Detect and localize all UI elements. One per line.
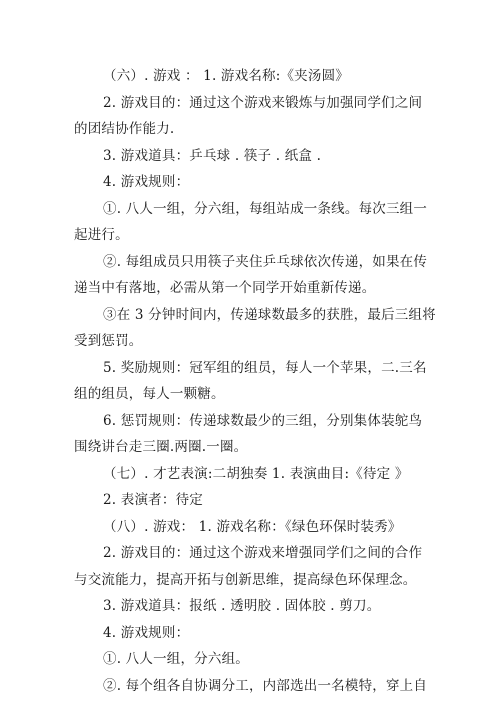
text-line-16: （七）. 才艺表演:二胡独奏 1. 表演曲目:《待定 》: [103, 465, 409, 482]
text-line-17: 2. 表演者：待定: [103, 492, 203, 508]
text-line-22: 4. 游戏规则：: [103, 624, 190, 641]
text-line-23: ①. 八人一组，分六组。: [103, 651, 249, 667]
text-line-13: 组的组员，每人一颗糖。: [74, 386, 225, 402]
text-line-05: 4. 游戏规则：: [103, 174, 190, 190]
text-line-24: ②. 每个组各自协调分工，内部选出一名模特，穿上自: [103, 677, 428, 694]
text-line-20: 与交流能力，提高开拓与创新思维，提高绿色环保理念。: [74, 571, 417, 588]
text-line-07: 起进行。: [74, 227, 129, 243]
text-line-09: 递当中有落地，必需从第一个同学开始重新传递。: [74, 280, 376, 296]
text-line-14: 6. 惩罚规则：传递球数最少的三组，分别集体装鸵鸟: [103, 412, 423, 429]
text-line-18: （八）. 游戏： 1. 游戏名称：《绿色环保时装秀》: [103, 518, 402, 535]
text-line-19: 2. 游戏目的：通过这个游戏来增强同学们之间的合作: [103, 545, 423, 561]
text-line-11: 受到惩罚。: [74, 333, 143, 349]
text-line-03: 的团结协作能力.: [74, 121, 175, 137]
text-line-01: （六）. 游戏 ： 1. 游戏名称:《夹汤圆》: [103, 68, 349, 84]
text-line-02: 2. 游戏目的：通过这个游戏来锻炼与加强同学们之间: [103, 94, 423, 111]
text-line-21: 3. 游戏道具：报纸 . 透明胶 . 固体胶 . 剪刀。: [103, 598, 381, 614]
text-line-06: ①. 八人一组，分六组，每组站成一条线。每次三组一: [103, 200, 428, 217]
text-line-12: 5. 奖励规则：冠军组的组员，每人一个苹果，二.三名: [103, 359, 427, 376]
text-line-04: 3. 游戏道具：乒乓球 . 筷子 . 纸盒 .: [103, 147, 322, 164]
text-line-15: 围绕讲台走三圈.两圈.一圈。: [74, 439, 248, 455]
text-line-08: ②. 每组成员只用筷子夹住乒乓球依次传递，如果在传: [103, 253, 428, 270]
text-line-10: ③在 3 分钟时间内，传递球数最多的获胜，最后三组将: [103, 306, 436, 323]
